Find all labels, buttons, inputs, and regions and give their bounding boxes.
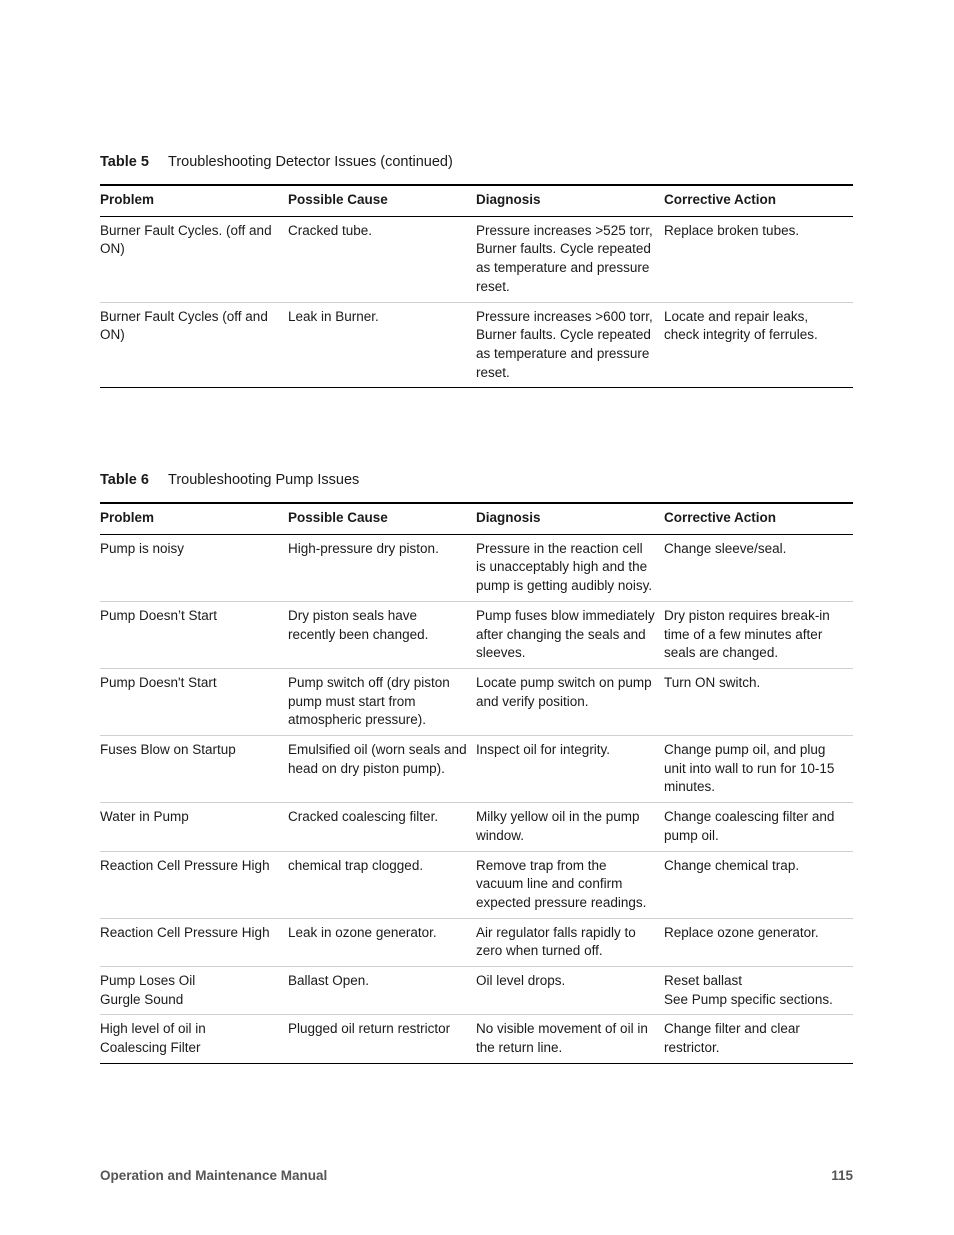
cell-possible-cause: Emulsified oil (worn seals and head on dry piston pump). [288,736,476,803]
cell-diagnosis: Pump fuses blow immediately after changing the seals and sleeves. [476,601,664,668]
cell-problem [100,1015,288,1063]
cell-corrective-action: Locate and repair leaks, check integrity of ferrules. [664,302,853,388]
cell-diagnosis: Pressure in the reaction cell is unacceptably high and the pump is getting audibly noisy. [476,534,664,601]
table6-body [100,534,853,1063]
footer-manual-title: Operation and Maintenance Manual [100,1168,328,1183]
cell-possible-cause: Cracked tube. [288,216,476,302]
cell-problem: Pump is noisy [100,534,288,601]
cell-corrective-action: Replace ozone generator. [664,918,853,966]
table6 [100,502,853,1064]
table6-number: Table 6 [100,472,149,488]
cell-possible-cause: High-pressure dry piston. [288,534,476,601]
cell-line: See Pump specific sections. [664,991,833,1007]
cell-diagnosis: Remove trap from the vacuum line and confirm expected pressure readings. [476,851,664,918]
cell-diagnosis: Pressure increases >600 torr, Burner faults. Cycle repeated as temperature and pressure reset. [476,302,664,388]
cell-possible-cause: Dry piston seals have recently been changed. [288,601,476,668]
page-footer [100,1168,853,1183]
cell-diagnosis: Locate pump switch on pump and verify position. [476,668,664,735]
cell-corrective-action: Change filter and clear restrictor. [664,1015,853,1063]
cell-diagnosis: Milky yellow oil in the pump window. [476,803,664,851]
cell-corrective-action: Change pump oil, and plug unit into wall to run for 10-15 minutes. [664,736,853,803]
cell-problem: Fuses Blow on Startup [100,736,288,803]
column-header-diagnosis: Diagnosis [476,185,664,216]
cell-problem: Burner Fault Cycles. (off and ON) [100,216,288,302]
cell-possible-cause: chemical trap clogged. [288,851,476,918]
cell-corrective-action: Change chemical trap. [664,851,853,918]
table-row [100,534,853,601]
cell-diagnosis: Pressure increases >525 torr, Burner faults. Cycle repeated as temperature and pressure reset. [476,216,664,302]
table-row [100,668,853,735]
table-row [100,216,853,302]
cell-problem [100,967,288,1015]
cell-corrective-action: Change sleeve/seal. [664,534,853,601]
cell-problem: Water in Pump [100,803,288,851]
cell-problem: Burner Fault Cycles (off and ON) [100,302,288,388]
cell-problem: Pump Doesn’t Start [100,601,288,668]
table-row [100,967,853,1015]
column-header-possible-cause: Possible Cause [288,503,476,534]
column-header-diagnosis: Diagnosis [476,503,664,534]
table5-title: Troubleshooting Detector Issues (continued) [168,154,453,170]
table-row [100,601,853,668]
table-row [100,736,853,803]
cell-problem: Reaction Cell Pressure High [100,851,288,918]
cell-diagnosis: Oil level drops. [476,967,664,1015]
cell-corrective-action: Replace broken tubes. [664,216,853,302]
table6-header-row [100,503,853,534]
table-row [100,302,853,388]
cell-possible-cause: Pump switch off (dry piston pump must start from atmospheric pressure). [288,668,476,735]
table6-caption [100,471,359,489]
cell-diagnosis: No visible movement of oil in the return line. [476,1015,664,1063]
table-row [100,851,853,918]
column-header-problem: Problem [100,503,288,534]
cell-line: High level of oil in [100,1021,206,1037]
column-header-corrective-action: Corrective Action [664,503,853,534]
column-header-possible-cause: Possible Cause [288,185,476,216]
column-header-corrective-action: Corrective Action [664,185,853,216]
cell-possible-cause: Leak in Burner. [288,302,476,388]
table-row [100,918,853,966]
cell-line: Gurgle Sound [100,991,184,1007]
cell-diagnosis: Inspect oil for integrity. [476,736,664,803]
cell-corrective-action [664,967,853,1015]
cell-possible-cause: Plugged oil return restrictor [288,1015,476,1063]
cell-problem: Pump Doesn't Start [100,668,288,735]
table5-caption [100,153,453,171]
cell-possible-cause: Ballast Open. [288,967,476,1015]
table-row [100,1015,853,1063]
cell-corrective-action: Change coalescing filter and pump oil. [664,803,853,851]
cell-possible-cause: Cracked coalescing filter. [288,803,476,851]
table6-title: Troubleshooting Pump Issues [168,472,360,488]
cell-diagnosis: Air regulator falls rapidly to zero when turned off. [476,918,664,966]
cell-corrective-action: Turn ON switch. [664,668,853,735]
page-number: 115 [831,1168,853,1183]
table5-body [100,216,853,388]
cell-line: Coalescing Filter [100,1040,201,1056]
table5 [100,184,853,388]
cell-possible-cause: Leak in ozone generator. [288,918,476,966]
cell-corrective-action: Dry piston requires break-in time of a few minutes after seals are changed. [664,601,853,668]
table-row [100,803,853,851]
cell-line: Reset ballast [664,973,743,989]
table5-number: Table 5 [100,154,149,170]
cell-line: Pump Loses Oil [100,973,196,989]
column-header-problem: Problem [100,185,288,216]
cell-problem: Reaction Cell Pressure High [100,918,288,966]
table5-header-row [100,185,853,216]
